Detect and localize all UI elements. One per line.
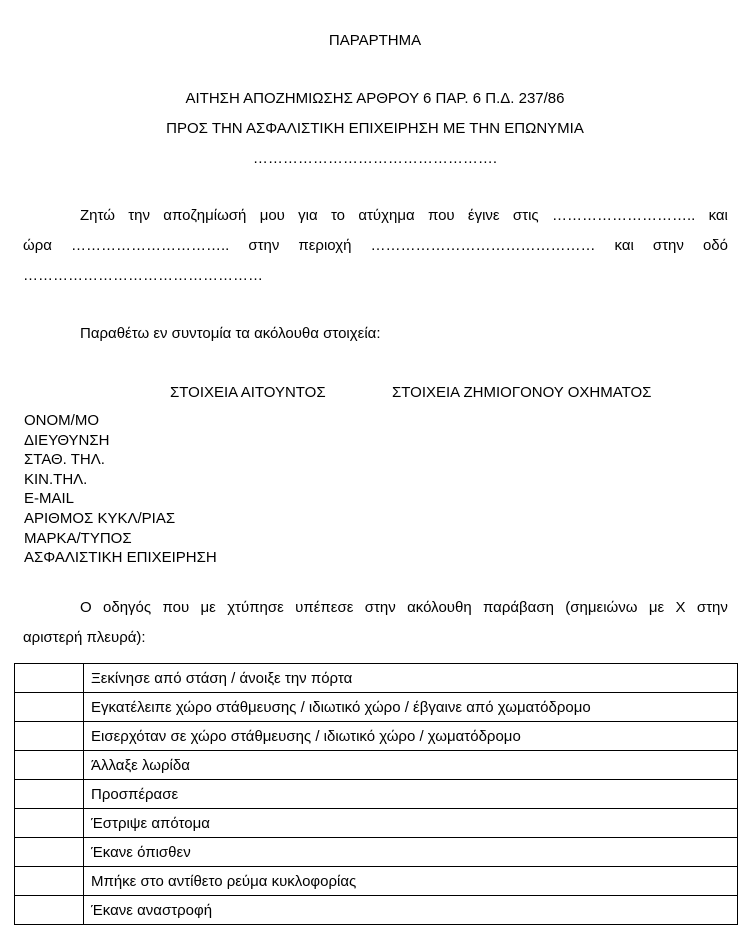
request-paragraph-line2: ώρα ………………………….. στην περιοχή ……………………………………… και στην οδό	[23, 237, 728, 254]
applicant-fields	[24, 411, 217, 568]
mark-cell[interactable]	[15, 751, 84, 780]
mark-cell[interactable]	[15, 780, 84, 809]
violation-label: Εισερχόταν σε χώρο στάθμευσης / ιδιωτικό χώρο / χωματόδρομο	[84, 722, 738, 751]
violation-label: Άλλαξε λωρίδα	[84, 751, 738, 780]
mark-cell[interactable]	[15, 838, 84, 867]
field-insurer: ΑΣΦΑΛΙΣΤΙΚΗ ΕΠΙΧΕΙΡΗΣΗ	[24, 549, 217, 567]
mark-cell[interactable]	[15, 896, 84, 925]
table-row	[15, 664, 738, 693]
application-title-line1: ΑΙΤΗΣΗ ΑΠΟΖΗΜΙΩΣΗΣ ΑΡΘΡΟΥ 6 ΠΑΡ. 6 Π.Δ. 237/86	[185, 90, 565, 107]
field-make-model: ΜΑΡΚΑ/ΤΥΠΟΣ	[24, 529, 132, 547]
table-row	[15, 780, 738, 809]
field-mobile: ΚΙΝ.ΤΗΛ.	[24, 470, 88, 488]
violation-label: Εγκατέλειπε χώρο στάθμευσης / ιδιωτικό χώρο / έβγαινε από χωματόδρομο	[84, 693, 738, 722]
mark-cell[interactable]	[15, 722, 84, 751]
table-row	[15, 809, 738, 838]
violation-intro-line2: αριστερή πλευρά):	[23, 629, 146, 646]
mark-cell[interactable]	[15, 867, 84, 896]
table-row	[15, 751, 738, 780]
annex-heading: ΠΑΡΑΡΤΗΜΑ	[328, 32, 422, 49]
table-row	[15, 896, 738, 925]
details-intro: Παραθέτω εν συντομία τα ακόλουθα στοιχεία:	[80, 325, 381, 342]
mark-cell[interactable]	[15, 664, 84, 693]
violation-label: Ξεκίνησε από στάση / άνοιξε την πόρτα	[84, 664, 738, 693]
table-row	[15, 693, 738, 722]
field-plate-number: ΑΡΙΘΜΟΣ ΚΥΚΛ/ΡΙΑΣ	[24, 509, 176, 527]
field-name: ΟΝΟΜ/ΜΟ	[24, 412, 99, 429]
violation-label: Προσπέρασε	[84, 780, 738, 809]
violation-label: Μπήκε στο αντίθετο ρεύμα κυκλοφορίας	[84, 867, 738, 896]
field-address: ΔΙΕΥΘΥΝΣΗ	[24, 431, 110, 449]
applicant-details-heading: ΣΤΟΙΧΕΙΑ ΑΙΤΟΥΝΤΟΣ	[170, 384, 326, 401]
field-email: E-MAIL	[24, 490, 75, 508]
mark-cell[interactable]	[15, 809, 84, 838]
vehicle-details-heading: ΣΤΟΙΧΕΙΑ ΖΗΜΙΟΓΟΝΟΥ ΟΧΗΜΑΤΟΣ	[392, 384, 652, 401]
field-landline: ΣΤΑΘ. ΤΗΛ.	[24, 451, 105, 469]
violation-label: Έστριψε απότομα	[84, 809, 738, 838]
table-row	[15, 722, 738, 751]
violations-table	[14, 663, 738, 925]
request-paragraph-line3: …………………………………………	[23, 267, 263, 284]
request-paragraph-line1: Ζητώ την αποζημίωσή μου για το ατύχημα που έγινε στις ……………………….. και	[80, 207, 728, 224]
table-row	[15, 838, 738, 867]
violation-label: Έκανε αναστροφή	[84, 896, 738, 925]
violation-label: Έκανε όπισθεν	[84, 838, 738, 867]
table-row	[15, 867, 738, 896]
company-name-blank: ………………………………………….	[252, 150, 498, 167]
mark-cell[interactable]	[15, 693, 84, 722]
application-title-line2: ΠΡΟΣ ΤΗΝ ΑΣΦΑΛΙΣΤΙΚΗ ΕΠΙΧΕΙΡΗΣΗ ΜΕ ΤΗΝ ΕΠΩΝΥΜΙΑ	[166, 120, 584, 137]
violation-intro-line1: Ο οδηγός που με χτύπησε υπέπεσε στην ακόλουθη παράβαση (σημειώνω με Χ στην	[80, 599, 728, 616]
